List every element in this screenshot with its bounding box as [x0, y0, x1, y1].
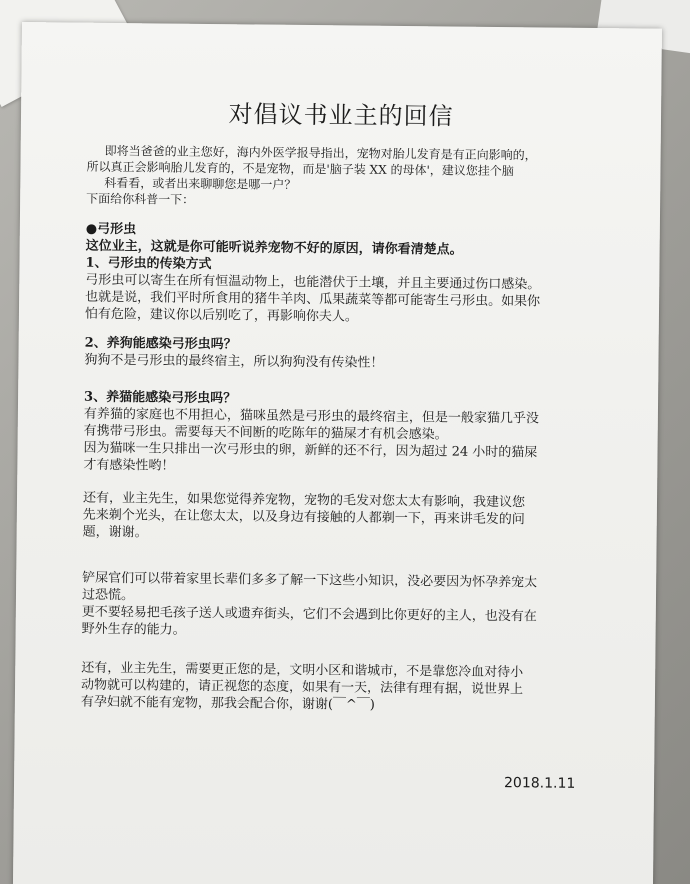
- intro-line: 下面给你科普一下：: [86, 191, 195, 207]
- body-line: 动物就可以构建的，请正视您的态度，如果有一天，法律有理有据，说世界上: [80, 677, 524, 698]
- letter-page: [13, 22, 662, 884]
- closing-paragraph: [81, 660, 612, 717]
- hair-paragraph: [83, 490, 614, 547]
- intro-line: 所以真正会影响胎儿发育的，不是宠物，而是'脑子装 XX 的母体'，建议您挂个脑: [86, 159, 514, 179]
- body-line: 有孕妇就不能有宠物，那我会配合你，谢谢(￣^￣): [80, 694, 375, 713]
- intro-line: 即将当爸爸的业主您好，海内外医学报导指出，宠物对胎儿发育是有正向影响的，: [104, 143, 537, 163]
- body-line: 野外生存的能力。: [81, 621, 186, 638]
- body-line: 先来剃个光头，在让您太太，以及身边有接触的人都剃一下，再来讲毛发的问: [82, 507, 525, 528]
- body-line: 还有，业主先生，需要更正您的是，文明小区和谐城市，不是靠您冷血对待小: [81, 660, 524, 681]
- cats-section: [83, 389, 614, 480]
- intro-line: 科看看，或者出来聊聊您是哪一户？: [104, 175, 297, 192]
- subsection-title: 1、弓形虫的传染方式: [85, 255, 212, 272]
- body-line: 才有感染性哟！: [83, 457, 175, 474]
- body-line: 怕有危险，建议你以后别吃了，再影响你夫人。: [84, 306, 359, 325]
- body-line: 过恐慌。: [81, 587, 135, 604]
- body-line: 铲屎官们可以带着家里长辈们多多了解一下这些小知识，没必要因为怀孕养宠太: [82, 570, 538, 591]
- body-line: 有携带弓形虫。需要每天不间断的吃陈年的猫屎才有机会感染。: [83, 423, 448, 443]
- body-line: 题，谢谢。: [82, 524, 148, 541]
- subsection-title: 3、养猫能感染弓形虫吗？: [83, 389, 237, 407]
- body-line: 有养猫的家庭也不用担心，猫咪虽然是弓形虫的最终宿主，但是一般家猫几乎没: [83, 406, 539, 427]
- section-heading: ●弓形虫: [85, 221, 137, 238]
- body-line: 还有，业主先生，如果您觉得养宠物，宠物的毛发对您太太有影响，我建议您: [82, 490, 526, 511]
- letter-date: 2018.1.11: [503, 775, 576, 792]
- body-line: 也就是说，我们平时所食用的猪牛羊肉、瓜果蔬菜等都可能寄生弓形虫。如果你: [85, 289, 541, 310]
- body-line: 狗狗不是弓形虫的最终宿主，所以狗狗没有传染性！: [84, 352, 384, 371]
- pet-owners-paragraph: [82, 570, 613, 644]
- intro-paragraph: [86, 143, 617, 213]
- body-line: 弓形虫可以寄生在所有恒温动物上，也能潜伏于土壤，并且主要通过伤口感染。: [85, 272, 541, 293]
- dogs-section: [84, 335, 614, 375]
- toxoplasma-section: [85, 221, 616, 329]
- section-lead: 这位业主，这就是你可能听说养宠物不好的原因，请你看清楚点。: [85, 238, 463, 258]
- subsection-title: 2、养狗能感染弓形虫吗？: [84, 335, 237, 353]
- body-line: 更不要轻易把毛孩子送人或遗弃街头，它们不会遇到比你更好的主人，也没有在: [81, 604, 537, 625]
- letter-title: 对倡议书业主的回信: [228, 100, 454, 131]
- body-line: 因为猫咪一生只排出一次弓形虫的卵，新鲜的还不行，因为超过 24 小时的猫屎: [83, 440, 538, 461]
